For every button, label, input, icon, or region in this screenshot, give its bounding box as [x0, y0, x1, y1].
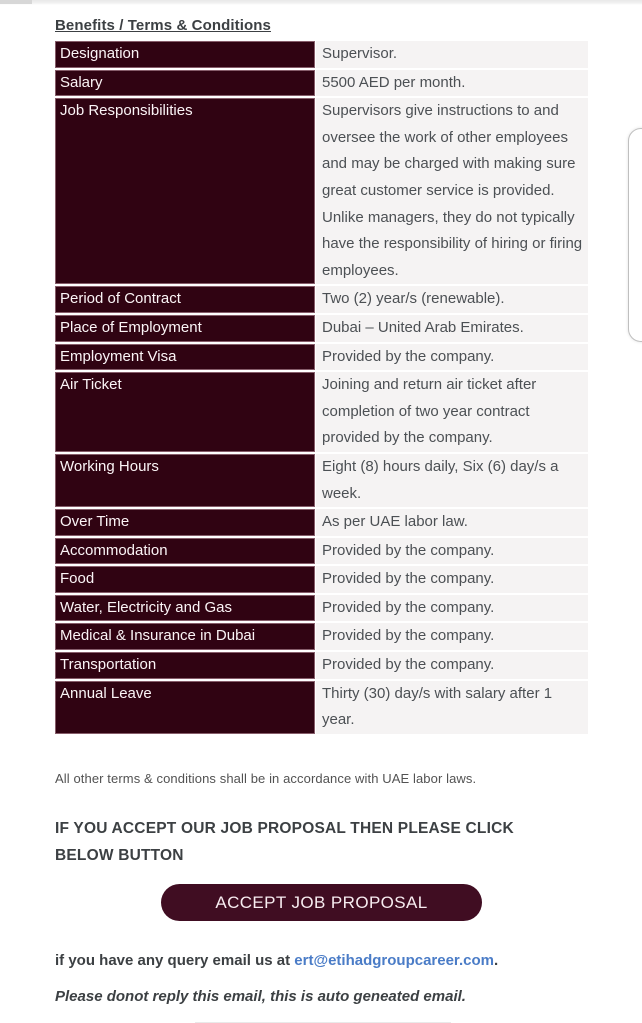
row-label: Transportation: [55, 652, 315, 679]
contact-email-link[interactable]: ert@etihadgroupcareer.com: [294, 952, 494, 970]
row-label: Employment Visa: [55, 344, 315, 371]
row-value: Two (2) year/s (renewable).: [316, 286, 588, 313]
row-label: Period of Contract: [55, 286, 315, 313]
row-value: Joining and return air ticket after completion of two year contract provided by the company.: [316, 372, 588, 452]
row-label: Medical & Insurance in Dubai: [55, 623, 315, 650]
top-edge-bar-segment: [0, 0, 32, 4]
row-label: Over Time: [55, 509, 315, 536]
table-row: [55, 372, 588, 452]
row-value: Supervisor.: [316, 41, 588, 68]
row-value: Eight (8) hours daily, Six (6) day/s a week.: [316, 454, 588, 507]
table-row: [55, 595, 588, 622]
table-row: [55, 681, 588, 734]
terms-note: All other terms & conditions shall be in accordance with UAE labor laws.: [55, 770, 477, 786]
accept-instruction: IF YOU ACCEPT OUR JOB PROPOSAL THEN PLEASE CLICK BELOW BUTTON: [55, 819, 514, 864]
row-value: As per UAE labor law.: [316, 509, 588, 536]
table-row: [55, 566, 588, 593]
row-label: Accommodation: [55, 538, 315, 565]
table-row: [55, 623, 588, 650]
row-label: Salary: [55, 70, 315, 97]
row-value: Thirty (30) day/s with salary after 1 year.: [316, 681, 588, 734]
accept-job-proposal-button[interactable]: ACCEPT JOB PROPOSAL: [161, 884, 482, 921]
row-label: Working Hours: [55, 454, 315, 507]
scrollbar-thumb[interactable]: [628, 128, 642, 342]
table-row: [55, 286, 588, 313]
table-row: [55, 98, 588, 284]
row-value: Provided by the company.: [316, 595, 588, 622]
table-row: [55, 454, 588, 507]
row-value: 5500 AED per month.: [316, 70, 588, 97]
row-value: Provided by the company.: [316, 623, 588, 650]
email-body: [55, 0, 588, 1023]
row-value: Provided by the company.: [316, 652, 588, 679]
auto-generated-note: Please donot reply this email, this is auto geneated email.: [55, 988, 466, 1006]
row-value: Dubai – United Arab Emirates.: [316, 315, 588, 342]
row-label: Job Responsibilities: [55, 98, 315, 284]
row-label: Annual Leave: [55, 681, 315, 734]
row-label: Water, Electricity and Gas: [55, 595, 315, 622]
table-row: [55, 509, 588, 536]
table-row: [55, 344, 588, 371]
row-value: Supervisors give instructions to and oversee the work of other employees and may be charged with making sure great customer service is provided. Unlike managers, they do not typically have the responsibility of hiring or firing employees.: [316, 98, 588, 284]
table-row: [55, 538, 588, 565]
query-suffix: .: [493, 952, 499, 970]
table-row: [55, 315, 588, 342]
benefits-table: [55, 41, 588, 734]
table-row: [55, 41, 588, 68]
row-label: Air Ticket: [55, 372, 315, 452]
row-label: Food: [55, 566, 315, 593]
row-value: Provided by the company.: [316, 344, 588, 371]
page-title: Benefits / Terms & Conditions: [55, 17, 271, 34]
row-label: Designation: [55, 41, 315, 68]
row-label: Place of Employment: [55, 315, 315, 342]
table-row: [55, 70, 588, 97]
query-line: [55, 950, 588, 971]
table-row: [55, 652, 588, 679]
row-value: Provided by the company.: [316, 566, 588, 593]
row-value: Provided by the company.: [316, 538, 588, 565]
query-prefix: if you have any query email us at: [55, 952, 295, 970]
